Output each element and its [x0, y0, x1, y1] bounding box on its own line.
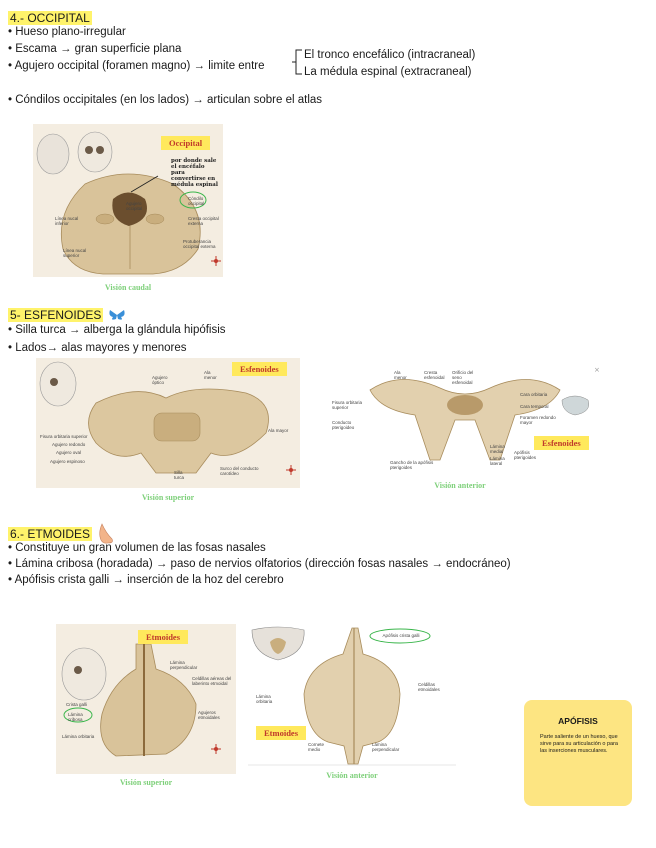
- esfenoides-superior-label: Esfenoides: [232, 362, 287, 376]
- note-body: Parte saliente de un hueso, que sirve para su articulación o para las inserciones musculares.: [540, 734, 618, 754]
- esfa-label-8: Lámina medial: [490, 444, 505, 454]
- occipital-figure-label: Occipital: [161, 136, 210, 150]
- esf-label-3: Fisura orbitaria superior: [40, 434, 88, 439]
- etmoides-heading: 6.- ETMOIDES: [8, 523, 116, 545]
- esfa-label-6: Cara temporal: [520, 404, 549, 409]
- esf-label-8: Surco del conducto carotídeo: [220, 466, 259, 476]
- etm-label-5: Lámina orbitaria: [62, 734, 95, 739]
- etm-label-0: Lámina perpendicular: [170, 660, 198, 670]
- handwritten-note: por donde sale el encéfalo para convertirse en médula espinal: [171, 158, 218, 188]
- esfa-label-2: Orificio del seno esfenoidal: [452, 370, 474, 385]
- etmoides-anterior-caption: Visión anterior: [326, 771, 378, 780]
- occipital-caption: Visión caudal: [104, 283, 152, 292]
- esfenoides-superior-figure: [36, 358, 300, 488]
- occipital-label-crest: Cresta occipital externa: [188, 216, 219, 226]
- etma-label-3: Cornete medio: [308, 742, 325, 752]
- esf-label-1: Ala menor: [204, 370, 217, 380]
- etm-label-2: Crista galli: [66, 702, 88, 707]
- esf-label-2: Ala mayor: [268, 428, 289, 433]
- etma-label-0: Apófisis crista galli: [382, 633, 420, 638]
- esfenoides-anterior-figure: [330, 360, 600, 478]
- occipital-figure: [33, 124, 223, 277]
- etmoides-superior-caption: Visión superior: [119, 778, 173, 787]
- esfa-label-1: Cresta esfenoidal: [424, 370, 445, 380]
- esf-label-5: Agujero oval: [56, 450, 82, 455]
- occipital-bullet-4: • Cóndilos occipitales (en los lados) → articulan sobre el atlas: [8, 94, 323, 106]
- etm-label-1: Celdillas aéreas del laberinto etmoidal: [192, 676, 232, 686]
- etmoides-superior-figure: [56, 624, 236, 774]
- occipital-label-protuberance: Protuberancia occipital externa: [183, 239, 216, 249]
- occipital-label-foramen: Agujero occipital: [126, 201, 143, 211]
- esfenoides-anterior-caption: Visión anterior: [434, 481, 486, 490]
- etmoides-bullet-2: • Lámina cribosa (horadada) → paso de nervios olfatorios (dirección fosas nasales → endocráneo): [8, 558, 511, 570]
- etm-label-3: Lámina cribosa: [68, 712, 83, 722]
- occipital-label-superior-line: Línea nucal superior: [63, 248, 87, 258]
- occipital-label-condyle: Cóndilo occipital: [188, 196, 205, 206]
- esfa-label-5: Cara orbitaria: [520, 392, 548, 397]
- etmoides-anterior-figure: [248, 624, 456, 766]
- esfenoides-anterior-label: Esfenoides: [534, 436, 589, 450]
- occipital-heading: 4.- OCCIPITAL: [10, 11, 90, 25]
- etmoides-bullet-3: • Apófisis crista galli → inserción de la hoz del cerebro: [8, 574, 284, 586]
- occipital-branch-top: El tronco encefálico (intracraneal): [304, 49, 476, 61]
- esfa-label-11: Gancho de la apófisis pterigoides: [390, 460, 434, 470]
- etma-label-4: Lámina perpendicular: [372, 742, 400, 752]
- esf-label-0: Agujero óptico: [152, 375, 168, 385]
- esfenoides-bullet-1: • Silla turca → alberga la glándula hipófisis: [8, 324, 226, 336]
- occipital-bullet-3: • Agujero occipital (foramen magno) → limite entre: [8, 60, 265, 72]
- esf-label-6: Agujero espinoso: [50, 459, 85, 464]
- esfa-label-9: Lámina lateral: [490, 456, 505, 466]
- etma-label-2: Lámina orbitaria: [256, 694, 273, 704]
- note-title: APÓFISIS: [558, 716, 598, 726]
- butterfly-icon: [108, 308, 126, 322]
- esfa-label-0: Ala menor: [394, 370, 407, 380]
- esf-label-4: Agujero redondo: [52, 442, 86, 447]
- esf-label-7: Silla turca: [174, 470, 185, 480]
- etmoides-bullet-1: • Constituye un gran volumen de las fosas nasales: [8, 542, 266, 554]
- branch-bracket: [292, 47, 304, 77]
- etm-label-4: Agujeros etmoidales: [198, 710, 220, 720]
- esfa-label-4: Conducto pterigoideo: [332, 420, 355, 430]
- etmoides-superior-label: Etmoides: [138, 630, 188, 644]
- esfenoides-superior-caption: Visión superior: [141, 493, 195, 502]
- occipital-bullet-2: • Escama → gran superficie plana: [8, 43, 182, 55]
- apofisis-note: [524, 700, 632, 806]
- esfenoides-bullet-2: • Lados→ alas mayores y menores: [8, 342, 187, 354]
- etmoides-anterior-label: Etmoides: [256, 726, 306, 740]
- occipital-bullet-1: • Hueso plano-irregular: [8, 26, 126, 38]
- etma-label-1: Celdillas etmoidales: [418, 682, 440, 692]
- etmoides-superior-illustration: [56, 624, 236, 774]
- esfa-label-7: Foramen redondo mayor: [520, 415, 556, 425]
- svg-text:×: ×: [594, 366, 600, 374]
- esfa-label-3: Fisura orbitaria superior: [332, 400, 363, 410]
- occipital-branch-bottom: La médula espinal (extracraneal): [304, 66, 472, 78]
- occipital-label-inferior-line: Línea nucal inferior: [55, 216, 79, 226]
- esfenoides-heading: 5- ESFENOIDES: [8, 306, 126, 324]
- esfa-label-10: Apófisis pterigoides: [514, 450, 537, 460]
